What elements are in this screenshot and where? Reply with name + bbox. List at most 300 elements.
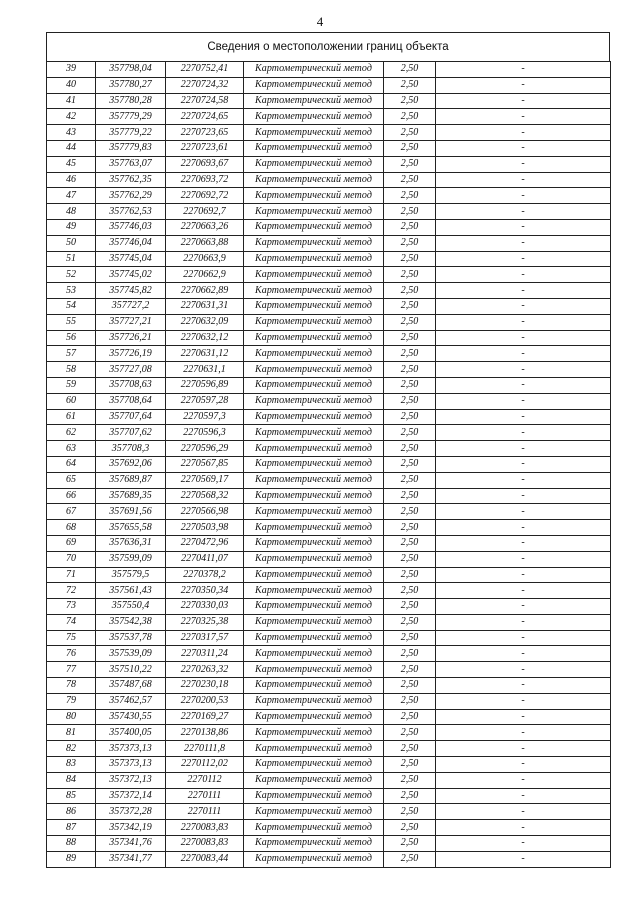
point-number-cell: 63	[47, 441, 96, 457]
y-coordinate-cell: 2270723,65	[166, 125, 244, 141]
accuracy-cell: 2,50	[384, 757, 436, 773]
point-number-cell: 70	[47, 551, 96, 567]
method-cell: Картометрический метод	[244, 836, 384, 852]
accuracy-cell: 2,50	[384, 425, 436, 441]
x-coordinate-cell: 357745,02	[96, 267, 166, 283]
method-cell: Картометрический метод	[244, 851, 384, 867]
accuracy-cell: 2,50	[384, 330, 436, 346]
x-coordinate-cell: 357707,64	[96, 409, 166, 425]
x-coordinate-cell: 357708,64	[96, 393, 166, 409]
point-number-cell: 51	[47, 251, 96, 267]
y-coordinate-cell: 2270723,61	[166, 140, 244, 156]
point-number-cell: 75	[47, 630, 96, 646]
description-cell: -	[436, 377, 611, 393]
point-number-cell: 39	[47, 62, 96, 78]
x-coordinate-cell: 357373,13	[96, 741, 166, 757]
table-row	[47, 393, 611, 409]
table-row	[47, 820, 611, 836]
table-row	[47, 409, 611, 425]
description-cell: -	[436, 235, 611, 251]
method-cell: Картометрический метод	[244, 314, 384, 330]
accuracy-cell: 2,50	[384, 551, 436, 567]
boundary-table-sheet	[46, 32, 610, 868]
accuracy-cell: 2,50	[384, 646, 436, 662]
description-cell: -	[436, 599, 611, 615]
table-row	[47, 314, 611, 330]
method-cell: Картометрический метод	[244, 504, 384, 520]
table-row	[47, 504, 611, 520]
method-cell: Картометрический метод	[244, 346, 384, 362]
point-number-cell: 87	[47, 820, 96, 836]
description-cell: -	[436, 172, 611, 188]
point-number-cell: 60	[47, 393, 96, 409]
accuracy-cell: 2,50	[384, 567, 436, 583]
x-coordinate-cell: 357510,22	[96, 662, 166, 678]
x-coordinate-cell: 357779,83	[96, 140, 166, 156]
point-number-cell: 79	[47, 693, 96, 709]
y-coordinate-cell: 2270724,32	[166, 77, 244, 93]
accuracy-cell: 2,50	[384, 456, 436, 472]
table-row	[47, 693, 611, 709]
accuracy-cell: 2,50	[384, 251, 436, 267]
description-cell: -	[436, 93, 611, 109]
description-cell: -	[436, 156, 611, 172]
method-cell: Картометрический метод	[244, 283, 384, 299]
accuracy-cell: 2,50	[384, 235, 436, 251]
table-row	[47, 283, 611, 299]
point-number-cell: 52	[47, 267, 96, 283]
description-cell: -	[436, 219, 611, 235]
y-coordinate-cell: 2270111,8	[166, 741, 244, 757]
accuracy-cell: 2,50	[384, 662, 436, 678]
method-cell: Картометрический метод	[244, 393, 384, 409]
point-number-cell: 72	[47, 583, 96, 599]
description-cell: -	[436, 251, 611, 267]
table-row	[47, 298, 611, 314]
y-coordinate-cell: 2270317,57	[166, 630, 244, 646]
description-cell: -	[436, 646, 611, 662]
accuracy-cell: 2,50	[384, 283, 436, 299]
description-cell: -	[436, 267, 611, 283]
accuracy-cell: 2,50	[384, 109, 436, 125]
accuracy-cell: 2,50	[384, 441, 436, 457]
y-coordinate-cell: 2270662,89	[166, 283, 244, 299]
table-row	[47, 204, 611, 220]
x-coordinate-cell: 357762,29	[96, 188, 166, 204]
y-coordinate-cell: 2270724,65	[166, 109, 244, 125]
table-row	[47, 583, 611, 599]
table-row	[47, 709, 611, 725]
y-coordinate-cell: 2270596,3	[166, 425, 244, 441]
point-number-cell: 42	[47, 109, 96, 125]
accuracy-cell: 2,50	[384, 188, 436, 204]
method-cell: Картометрический метод	[244, 614, 384, 630]
x-coordinate-cell: 357726,21	[96, 330, 166, 346]
x-coordinate-cell: 357779,22	[96, 125, 166, 141]
y-coordinate-cell: 2270662,9	[166, 267, 244, 283]
y-coordinate-cell: 2270138,86	[166, 725, 244, 741]
table-row	[47, 788, 611, 804]
y-coordinate-cell: 2270631,12	[166, 346, 244, 362]
method-cell: Картометрический метод	[244, 630, 384, 646]
x-coordinate-cell: 357537,78	[96, 630, 166, 646]
method-cell: Картометрический метод	[244, 156, 384, 172]
table-row	[47, 757, 611, 773]
accuracy-cell: 2,50	[384, 362, 436, 378]
x-coordinate-cell: 357762,53	[96, 204, 166, 220]
method-cell: Картометрический метод	[244, 820, 384, 836]
point-number-cell: 41	[47, 93, 96, 109]
method-cell: Картометрический метод	[244, 362, 384, 378]
method-cell: Картометрический метод	[244, 757, 384, 773]
method-cell: Картометрический метод	[244, 535, 384, 551]
x-coordinate-cell: 357372,14	[96, 788, 166, 804]
table-row	[47, 140, 611, 156]
table-row	[47, 172, 611, 188]
table-row	[47, 614, 611, 630]
y-coordinate-cell: 2270378,2	[166, 567, 244, 583]
x-coordinate-cell: 357655,58	[96, 520, 166, 536]
description-cell: -	[436, 283, 611, 299]
point-number-cell: 54	[47, 298, 96, 314]
point-number-cell: 76	[47, 646, 96, 662]
accuracy-cell: 2,50	[384, 77, 436, 93]
table-row	[47, 93, 611, 109]
method-cell: Картометрический метод	[244, 551, 384, 567]
y-coordinate-cell: 2270350,34	[166, 583, 244, 599]
table-row	[47, 741, 611, 757]
y-coordinate-cell: 2270567,85	[166, 456, 244, 472]
accuracy-cell: 2,50	[384, 314, 436, 330]
description-cell: -	[436, 425, 611, 441]
method-cell: Картометрический метод	[244, 646, 384, 662]
description-cell: -	[436, 314, 611, 330]
accuracy-cell: 2,50	[384, 204, 436, 220]
accuracy-cell: 2,50	[384, 851, 436, 867]
method-cell: Картометрический метод	[244, 330, 384, 346]
x-coordinate-cell: 357372,13	[96, 772, 166, 788]
table-row	[47, 678, 611, 694]
point-number-cell: 67	[47, 504, 96, 520]
table-row	[47, 235, 611, 251]
x-coordinate-cell: 357542,38	[96, 614, 166, 630]
description-cell: -	[436, 362, 611, 378]
description-cell: -	[436, 488, 611, 504]
table-row	[47, 646, 611, 662]
table-row	[47, 520, 611, 536]
x-coordinate-cell: 357689,87	[96, 472, 166, 488]
y-coordinate-cell: 2270752,41	[166, 62, 244, 78]
x-coordinate-cell: 357745,82	[96, 283, 166, 299]
y-coordinate-cell: 2270230,18	[166, 678, 244, 694]
x-coordinate-cell: 357708,3	[96, 441, 166, 457]
point-number-cell: 47	[47, 188, 96, 204]
y-coordinate-cell: 2270411,07	[166, 551, 244, 567]
method-cell: Картометрический метод	[244, 567, 384, 583]
x-coordinate-cell: 357798,04	[96, 62, 166, 78]
description-cell: -	[436, 662, 611, 678]
y-coordinate-cell: 2270111	[166, 788, 244, 804]
table-row	[47, 267, 611, 283]
description-cell: -	[436, 77, 611, 93]
accuracy-cell: 2,50	[384, 678, 436, 694]
y-coordinate-cell: 2270083,44	[166, 851, 244, 867]
description-cell: -	[436, 62, 611, 78]
accuracy-cell: 2,50	[384, 62, 436, 78]
accuracy-cell: 2,50	[384, 125, 436, 141]
x-coordinate-cell: 357780,28	[96, 93, 166, 109]
table-title: Сведения о местоположении границ объекта	[46, 32, 610, 61]
method-cell: Картометрический метод	[244, 93, 384, 109]
description-cell: -	[436, 678, 611, 694]
y-coordinate-cell: 2270663,26	[166, 219, 244, 235]
y-coordinate-cell: 2270169,27	[166, 709, 244, 725]
method-cell: Картометрический метод	[244, 788, 384, 804]
x-coordinate-cell: 357691,56	[96, 504, 166, 520]
point-number-cell: 86	[47, 804, 96, 820]
description-cell: -	[436, 504, 611, 520]
point-number-cell: 53	[47, 283, 96, 299]
table-row	[47, 77, 611, 93]
description-cell: -	[436, 204, 611, 220]
description-cell: -	[436, 567, 611, 583]
accuracy-cell: 2,50	[384, 599, 436, 615]
table-row	[47, 251, 611, 267]
x-coordinate-cell: 357539,09	[96, 646, 166, 662]
y-coordinate-cell: 2270596,29	[166, 441, 244, 457]
point-number-cell: 59	[47, 377, 96, 393]
x-coordinate-cell: 357341,77	[96, 851, 166, 867]
table-row	[47, 551, 611, 567]
y-coordinate-cell: 2270631,1	[166, 362, 244, 378]
x-coordinate-cell: 357762,35	[96, 172, 166, 188]
y-coordinate-cell: 2270311,24	[166, 646, 244, 662]
point-number-cell: 61	[47, 409, 96, 425]
description-cell: -	[436, 614, 611, 630]
method-cell: Картометрический метод	[244, 188, 384, 204]
description-cell: -	[436, 472, 611, 488]
point-number-cell: 69	[47, 535, 96, 551]
description-cell: -	[436, 757, 611, 773]
description-cell: -	[436, 709, 611, 725]
accuracy-cell: 2,50	[384, 788, 436, 804]
y-coordinate-cell: 2270632,12	[166, 330, 244, 346]
point-number-cell: 84	[47, 772, 96, 788]
x-coordinate-cell: 357636,31	[96, 535, 166, 551]
accuracy-cell: 2,50	[384, 409, 436, 425]
table-row	[47, 725, 611, 741]
accuracy-cell: 2,50	[384, 614, 436, 630]
y-coordinate-cell: 2270111	[166, 804, 244, 820]
point-number-cell: 77	[47, 662, 96, 678]
method-cell: Картометрический метод	[244, 251, 384, 267]
method-cell: Картометрический метод	[244, 109, 384, 125]
point-number-cell: 88	[47, 836, 96, 852]
table-row	[47, 836, 611, 852]
table-row	[47, 188, 611, 204]
accuracy-cell: 2,50	[384, 267, 436, 283]
x-coordinate-cell: 357726,19	[96, 346, 166, 362]
method-cell: Картометрический метод	[244, 298, 384, 314]
accuracy-cell: 2,50	[384, 772, 436, 788]
x-coordinate-cell: 357746,04	[96, 235, 166, 251]
method-cell: Картометрический метод	[244, 725, 384, 741]
table-row	[47, 109, 611, 125]
method-cell: Картометрический метод	[244, 472, 384, 488]
x-coordinate-cell: 357708,63	[96, 377, 166, 393]
y-coordinate-cell: 2270597,3	[166, 409, 244, 425]
accuracy-cell: 2,50	[384, 219, 436, 235]
table-row	[47, 330, 611, 346]
table-row	[47, 346, 611, 362]
table-row	[47, 125, 611, 141]
x-coordinate-cell: 357727,2	[96, 298, 166, 314]
point-number-cell: 46	[47, 172, 96, 188]
description-cell: -	[436, 804, 611, 820]
method-cell: Картометрический метод	[244, 125, 384, 141]
y-coordinate-cell: 2270568,32	[166, 488, 244, 504]
point-number-cell: 80	[47, 709, 96, 725]
table-row	[47, 630, 611, 646]
method-cell: Картометрический метод	[244, 599, 384, 615]
description-cell: -	[436, 298, 611, 314]
accuracy-cell: 2,50	[384, 709, 436, 725]
table-row	[47, 772, 611, 788]
accuracy-cell: 2,50	[384, 346, 436, 362]
point-number-cell: 43	[47, 125, 96, 141]
y-coordinate-cell: 2270112	[166, 772, 244, 788]
table-row	[47, 662, 611, 678]
table-row	[47, 219, 611, 235]
point-number-cell: 78	[47, 678, 96, 694]
y-coordinate-cell: 2270692,72	[166, 188, 244, 204]
point-number-cell: 44	[47, 140, 96, 156]
table-row	[47, 851, 611, 867]
description-cell: -	[436, 456, 611, 472]
x-coordinate-cell: 357707,62	[96, 425, 166, 441]
accuracy-cell: 2,50	[384, 377, 436, 393]
point-number-cell: 57	[47, 346, 96, 362]
point-number-cell: 48	[47, 204, 96, 220]
method-cell: Картометрический метод	[244, 62, 384, 78]
y-coordinate-cell: 2270472,96	[166, 535, 244, 551]
point-number-cell: 71	[47, 567, 96, 583]
y-coordinate-cell: 2270632,09	[166, 314, 244, 330]
point-number-cell: 64	[47, 456, 96, 472]
x-coordinate-cell: 357579,5	[96, 567, 166, 583]
y-coordinate-cell: 2270083,83	[166, 836, 244, 852]
x-coordinate-cell: 357373,13	[96, 757, 166, 773]
page-number: 4	[316, 14, 324, 29]
description-cell: -	[436, 520, 611, 536]
x-coordinate-cell: 357727,08	[96, 362, 166, 378]
description-cell: -	[436, 836, 611, 852]
description-cell: -	[436, 741, 611, 757]
method-cell: Картометрический метод	[244, 425, 384, 441]
y-coordinate-cell: 2270724,58	[166, 93, 244, 109]
x-coordinate-cell: 357727,21	[96, 314, 166, 330]
accuracy-cell: 2,50	[384, 535, 436, 551]
description-cell: -	[436, 441, 611, 457]
table-row	[47, 472, 611, 488]
accuracy-cell: 2,50	[384, 504, 436, 520]
method-cell: Картометрический метод	[244, 662, 384, 678]
point-number-cell: 65	[47, 472, 96, 488]
description-cell: -	[436, 409, 611, 425]
x-coordinate-cell: 357550,4	[96, 599, 166, 615]
method-cell: Картометрический метод	[244, 235, 384, 251]
accuracy-cell: 2,50	[384, 156, 436, 172]
table-row	[47, 441, 611, 457]
accuracy-cell: 2,50	[384, 172, 436, 188]
accuracy-cell: 2,50	[384, 836, 436, 852]
description-cell: -	[436, 140, 611, 156]
y-coordinate-cell: 2270597,28	[166, 393, 244, 409]
description-cell: -	[436, 551, 611, 567]
x-coordinate-cell: 357763,07	[96, 156, 166, 172]
table-row	[47, 377, 611, 393]
description-cell: -	[436, 725, 611, 741]
x-coordinate-cell: 357689,35	[96, 488, 166, 504]
y-coordinate-cell: 2270566,98	[166, 504, 244, 520]
table-row	[47, 156, 611, 172]
description-cell: -	[436, 772, 611, 788]
method-cell: Картометрический метод	[244, 172, 384, 188]
description-cell: -	[436, 583, 611, 599]
description-cell: -	[436, 346, 611, 362]
point-number-cell: 62	[47, 425, 96, 441]
description-cell: -	[436, 330, 611, 346]
table-row	[47, 535, 611, 551]
accuracy-cell: 2,50	[384, 804, 436, 820]
point-number-cell: 58	[47, 362, 96, 378]
point-number-cell: 55	[47, 314, 96, 330]
method-cell: Картометрический метод	[244, 488, 384, 504]
accuracy-cell: 2,50	[384, 693, 436, 709]
accuracy-cell: 2,50	[384, 298, 436, 314]
accuracy-cell: 2,50	[384, 520, 436, 536]
description-cell: -	[436, 820, 611, 836]
x-coordinate-cell: 357400,05	[96, 725, 166, 741]
y-coordinate-cell: 2270569,17	[166, 472, 244, 488]
point-number-cell: 66	[47, 488, 96, 504]
point-number-cell: 82	[47, 741, 96, 757]
method-cell: Картометрический метод	[244, 267, 384, 283]
method-cell: Картометрический метод	[244, 377, 384, 393]
point-number-cell: 56	[47, 330, 96, 346]
accuracy-cell: 2,50	[384, 393, 436, 409]
accuracy-cell: 2,50	[384, 583, 436, 599]
method-cell: Картометрический метод	[244, 741, 384, 757]
method-cell: Картометрический метод	[244, 204, 384, 220]
method-cell: Картометрический метод	[244, 804, 384, 820]
x-coordinate-cell: 357341,76	[96, 836, 166, 852]
y-coordinate-cell: 2270693,72	[166, 172, 244, 188]
point-number-cell: 74	[47, 614, 96, 630]
description-cell: -	[436, 393, 611, 409]
point-number-cell: 40	[47, 77, 96, 93]
table-row	[47, 599, 611, 615]
y-coordinate-cell: 2270325,38	[166, 614, 244, 630]
x-coordinate-cell: 357430,55	[96, 709, 166, 725]
method-cell: Картометрический метод	[244, 709, 384, 725]
point-number-cell: 81	[47, 725, 96, 741]
x-coordinate-cell: 357746,03	[96, 219, 166, 235]
y-coordinate-cell: 2270263,32	[166, 662, 244, 678]
method-cell: Картометрический метод	[244, 441, 384, 457]
point-number-cell: 68	[47, 520, 96, 536]
y-coordinate-cell: 2270330,03	[166, 599, 244, 615]
